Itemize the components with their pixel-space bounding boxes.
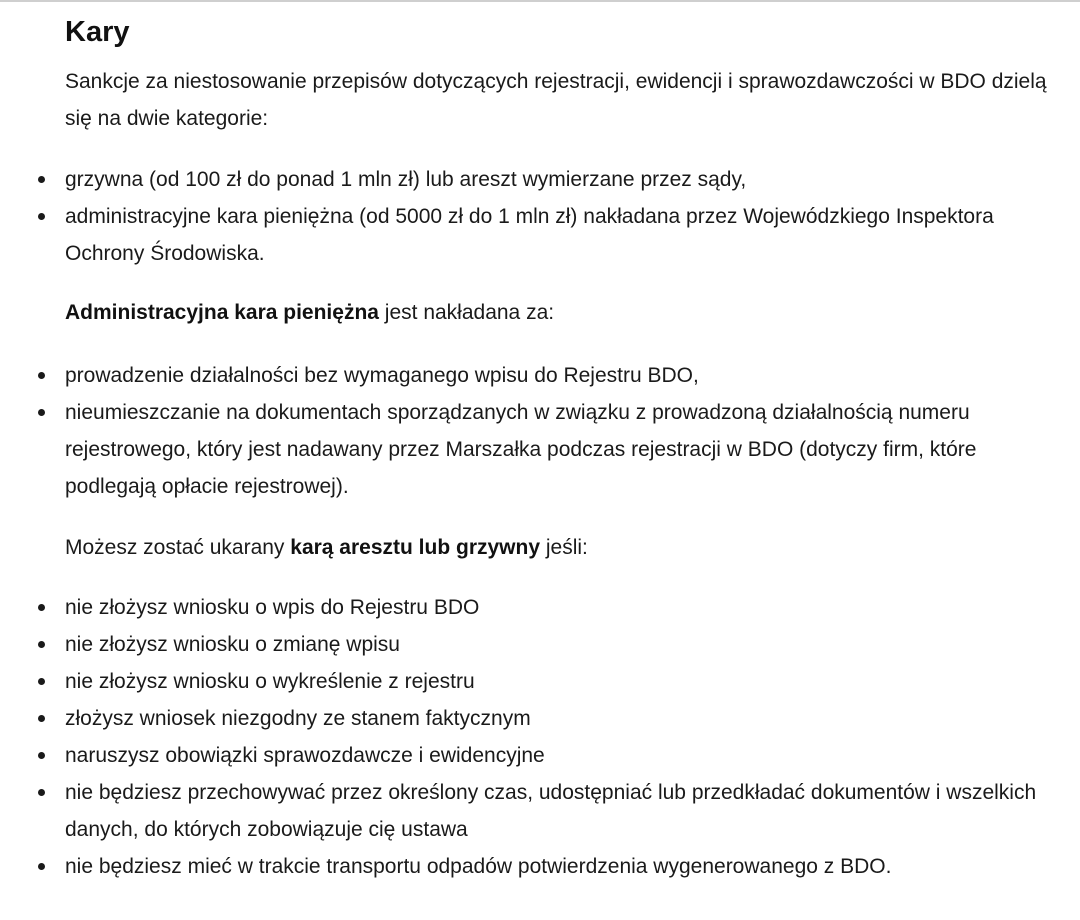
arrest-fine-before: Możesz zostać ukarany xyxy=(65,536,291,559)
list-item-text: nie złożysz wniosku o zmianę wpisu xyxy=(65,633,400,656)
admin-penalty-list xyxy=(0,357,1060,505)
list-item-text: administracyjne kara pieniężna (od 5000 zł do 1 mln zł) nakładana przez Wojewódzkiego Inspektora Ochrony Środowiska. xyxy=(65,205,994,265)
bullet-icon xyxy=(38,372,45,379)
bullet-icon xyxy=(38,641,45,648)
list-item-text: nie złożysz wniosku o wykreślenie z rejestru xyxy=(65,670,475,693)
arrest-fine-bold: karą aresztu lub grzywny xyxy=(290,536,541,559)
list-item xyxy=(0,198,1060,272)
list-item xyxy=(0,663,1060,700)
bullet-icon xyxy=(38,409,45,416)
arrest-fine-after: jeśli: xyxy=(540,536,588,559)
list-item-text: naruszysz obowiązki sprawozdawcze i ewidencyjne xyxy=(65,744,545,767)
arrest-fine-list xyxy=(0,589,1060,885)
intro-paragraph: Sankcje za niestosowanie przepisów dotyczących rejestracji, ewidencji i sprawozdawczości w BDO dzielą się na dwie kategorie: xyxy=(65,70,1047,130)
bullet-icon xyxy=(38,604,45,611)
list-item-text: nie będziesz przechowywać przez określony czas, udostępniać lub przedkładać dokumentów i wszelkich danych, do których zobowiązuje cię ustawa xyxy=(65,781,1037,841)
court-penalties-list xyxy=(0,161,1060,272)
list-item xyxy=(0,161,1060,198)
bullet-icon xyxy=(38,752,45,759)
admin-penalty-bold: Administracyjna kara pieniężna xyxy=(65,301,379,324)
section-heading: Kary xyxy=(65,16,130,48)
admin-penalty-rest: jest nakładana za: xyxy=(378,301,555,324)
list-item xyxy=(0,589,1060,626)
list-item-text: prowadzenie działalności bez wymaganego wpisu do Rejestru BDO, xyxy=(65,364,699,387)
bullet-icon xyxy=(38,213,45,220)
bullet-icon xyxy=(38,176,45,183)
list-item-text: nieumieszczanie na dokumentach sporządzanych w związku z prowadzoną działalnością numeru rejestrowego, który jest nadawany przez Marszałka podczas rejestracji w BDO (dotyczy firm, które podlegają opłacie rejestrowej). xyxy=(65,401,977,498)
top-border xyxy=(0,0,1080,2)
arrest-fine-paragraph xyxy=(65,529,1055,566)
list-item-text: nie będziesz mieć w trakcie transportu odpadów potwierdzenia wygenerowanego z BDO. xyxy=(65,855,892,878)
list-item xyxy=(0,357,1060,394)
list-item xyxy=(0,774,1060,848)
bullet-icon xyxy=(38,715,45,722)
bullet-icon xyxy=(38,678,45,685)
list-item-text: grzywna (od 100 zł do ponad 1 mln zł) lub areszt wymierzane przez sądy, xyxy=(65,168,747,191)
list-item xyxy=(0,737,1060,774)
list-item-text: nie złożysz wniosku o wpis do Rejestru BDO xyxy=(65,596,480,619)
list-item xyxy=(0,394,1060,505)
list-item xyxy=(0,848,1060,885)
admin-penalty-paragraph xyxy=(65,294,1055,331)
list-item xyxy=(0,626,1060,663)
list-item-text: złożysz wniosek niezgodny ze stanem faktycznym xyxy=(65,707,531,730)
list-item xyxy=(0,700,1060,737)
bullet-icon xyxy=(38,863,45,870)
bullet-icon xyxy=(38,789,45,796)
